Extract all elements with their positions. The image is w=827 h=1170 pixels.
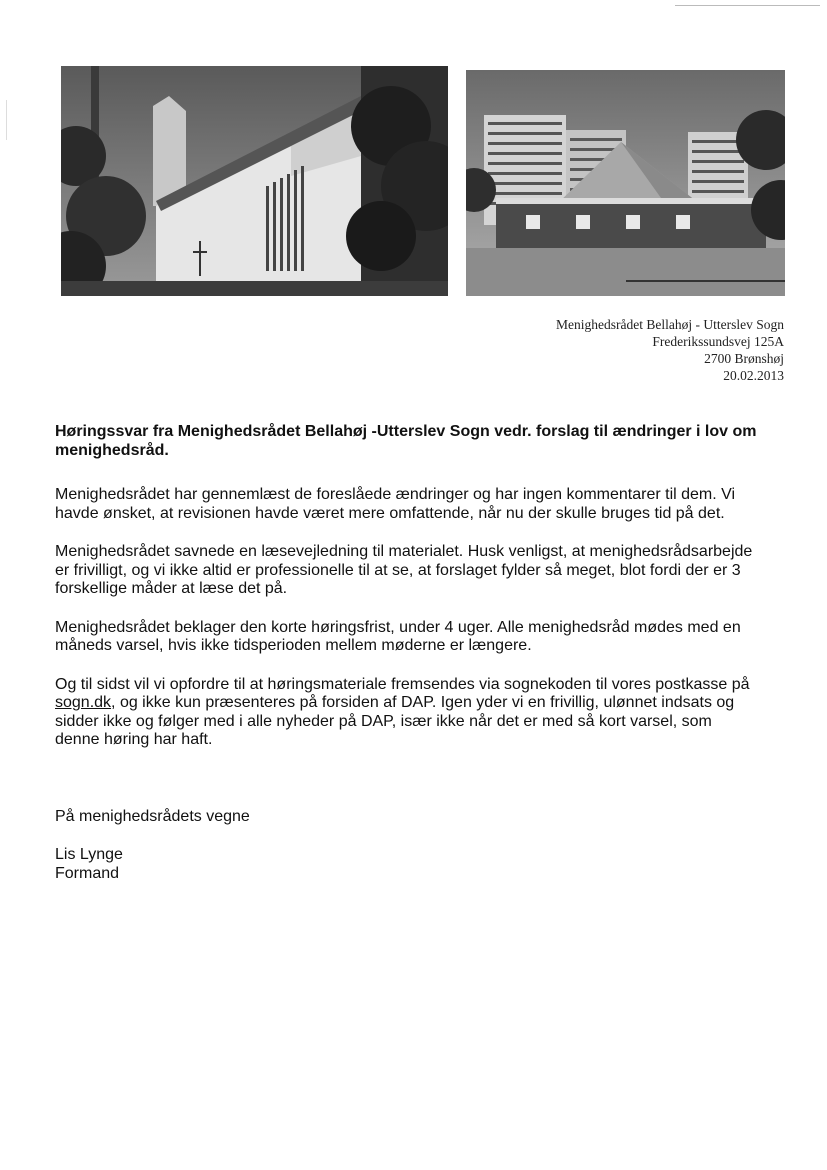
- church-exterior-photo: [61, 66, 448, 296]
- paragraph-1: Menighedsrådet har gennemlæst de foreslåede ændringer og har ingen kommentarer til dem. Vi havde ønsket, at revisionen havde været mere omfattende, når nu der skulle bruges tid på det.: [55, 486, 736, 522]
- sender-city: 2700 Brønshøj: [704, 351, 784, 366]
- sender-name: Menighedsrådet Bellahøj - Utterslev Sogn: [556, 317, 784, 332]
- signer-title: Formand: [55, 864, 120, 882]
- letter-heading: Høringssvar fra Menighedsrådet Bellahøj -Utterslev Sogn vedr. forslag til ændringer i lov om menighedsråd.: [55, 423, 757, 459]
- paragraph-3: Menighedsrådet beklager den korte høringsfrist, under 4 uger. Alle menighedsråd mødes med en måneds varsel, hvis ikke tidsperioden mellem møderne er længere.: [55, 618, 741, 654]
- paragraph-4: [55, 676, 760, 750]
- signer-name: Lis Lynge: [55, 846, 123, 863]
- church-with-tower-blocks-photo: [466, 70, 785, 296]
- letter-date: 20.02.2013: [723, 368, 784, 383]
- sogn-dk-link[interactable]: sogn.dk: [55, 694, 112, 711]
- sender-address-block: [556, 316, 784, 384]
- paragraph-4-end: , og ikke kun præsenteres på forsiden af DAP. Igen yder vi en frivillig, ulønnet indsats og sidder ikke og følger med i alle nyheder på DAP, især ikke når det er med så kort varsel, som denne høring har haft.: [55, 694, 735, 748]
- scan-margin-mark: [6, 100, 7, 140]
- sender-street: Frederikssundsvej 125A: [652, 334, 784, 349]
- signature-block: [55, 846, 760, 883]
- closing-line: På menighedsrådets vegne: [55, 807, 250, 825]
- scan-edge-line: [675, 5, 820, 6]
- paragraph-4-start: Og til sidst vil vi opfordre til at høringsmateriale fremsendes via sognekoden til vores postkasse på: [55, 675, 750, 693]
- paragraph-2: Menighedsrådet savnede en læsevejledning til materialet. Husk venligst, at menighedsrådsarbejde er frivilligt, og vi ikke altid er professionelle til at se, at forslaget fylder så meget, blot fordi der er 3 forskellige måder at læse det på.: [55, 543, 753, 597]
- letter-body: [55, 423, 760, 883]
